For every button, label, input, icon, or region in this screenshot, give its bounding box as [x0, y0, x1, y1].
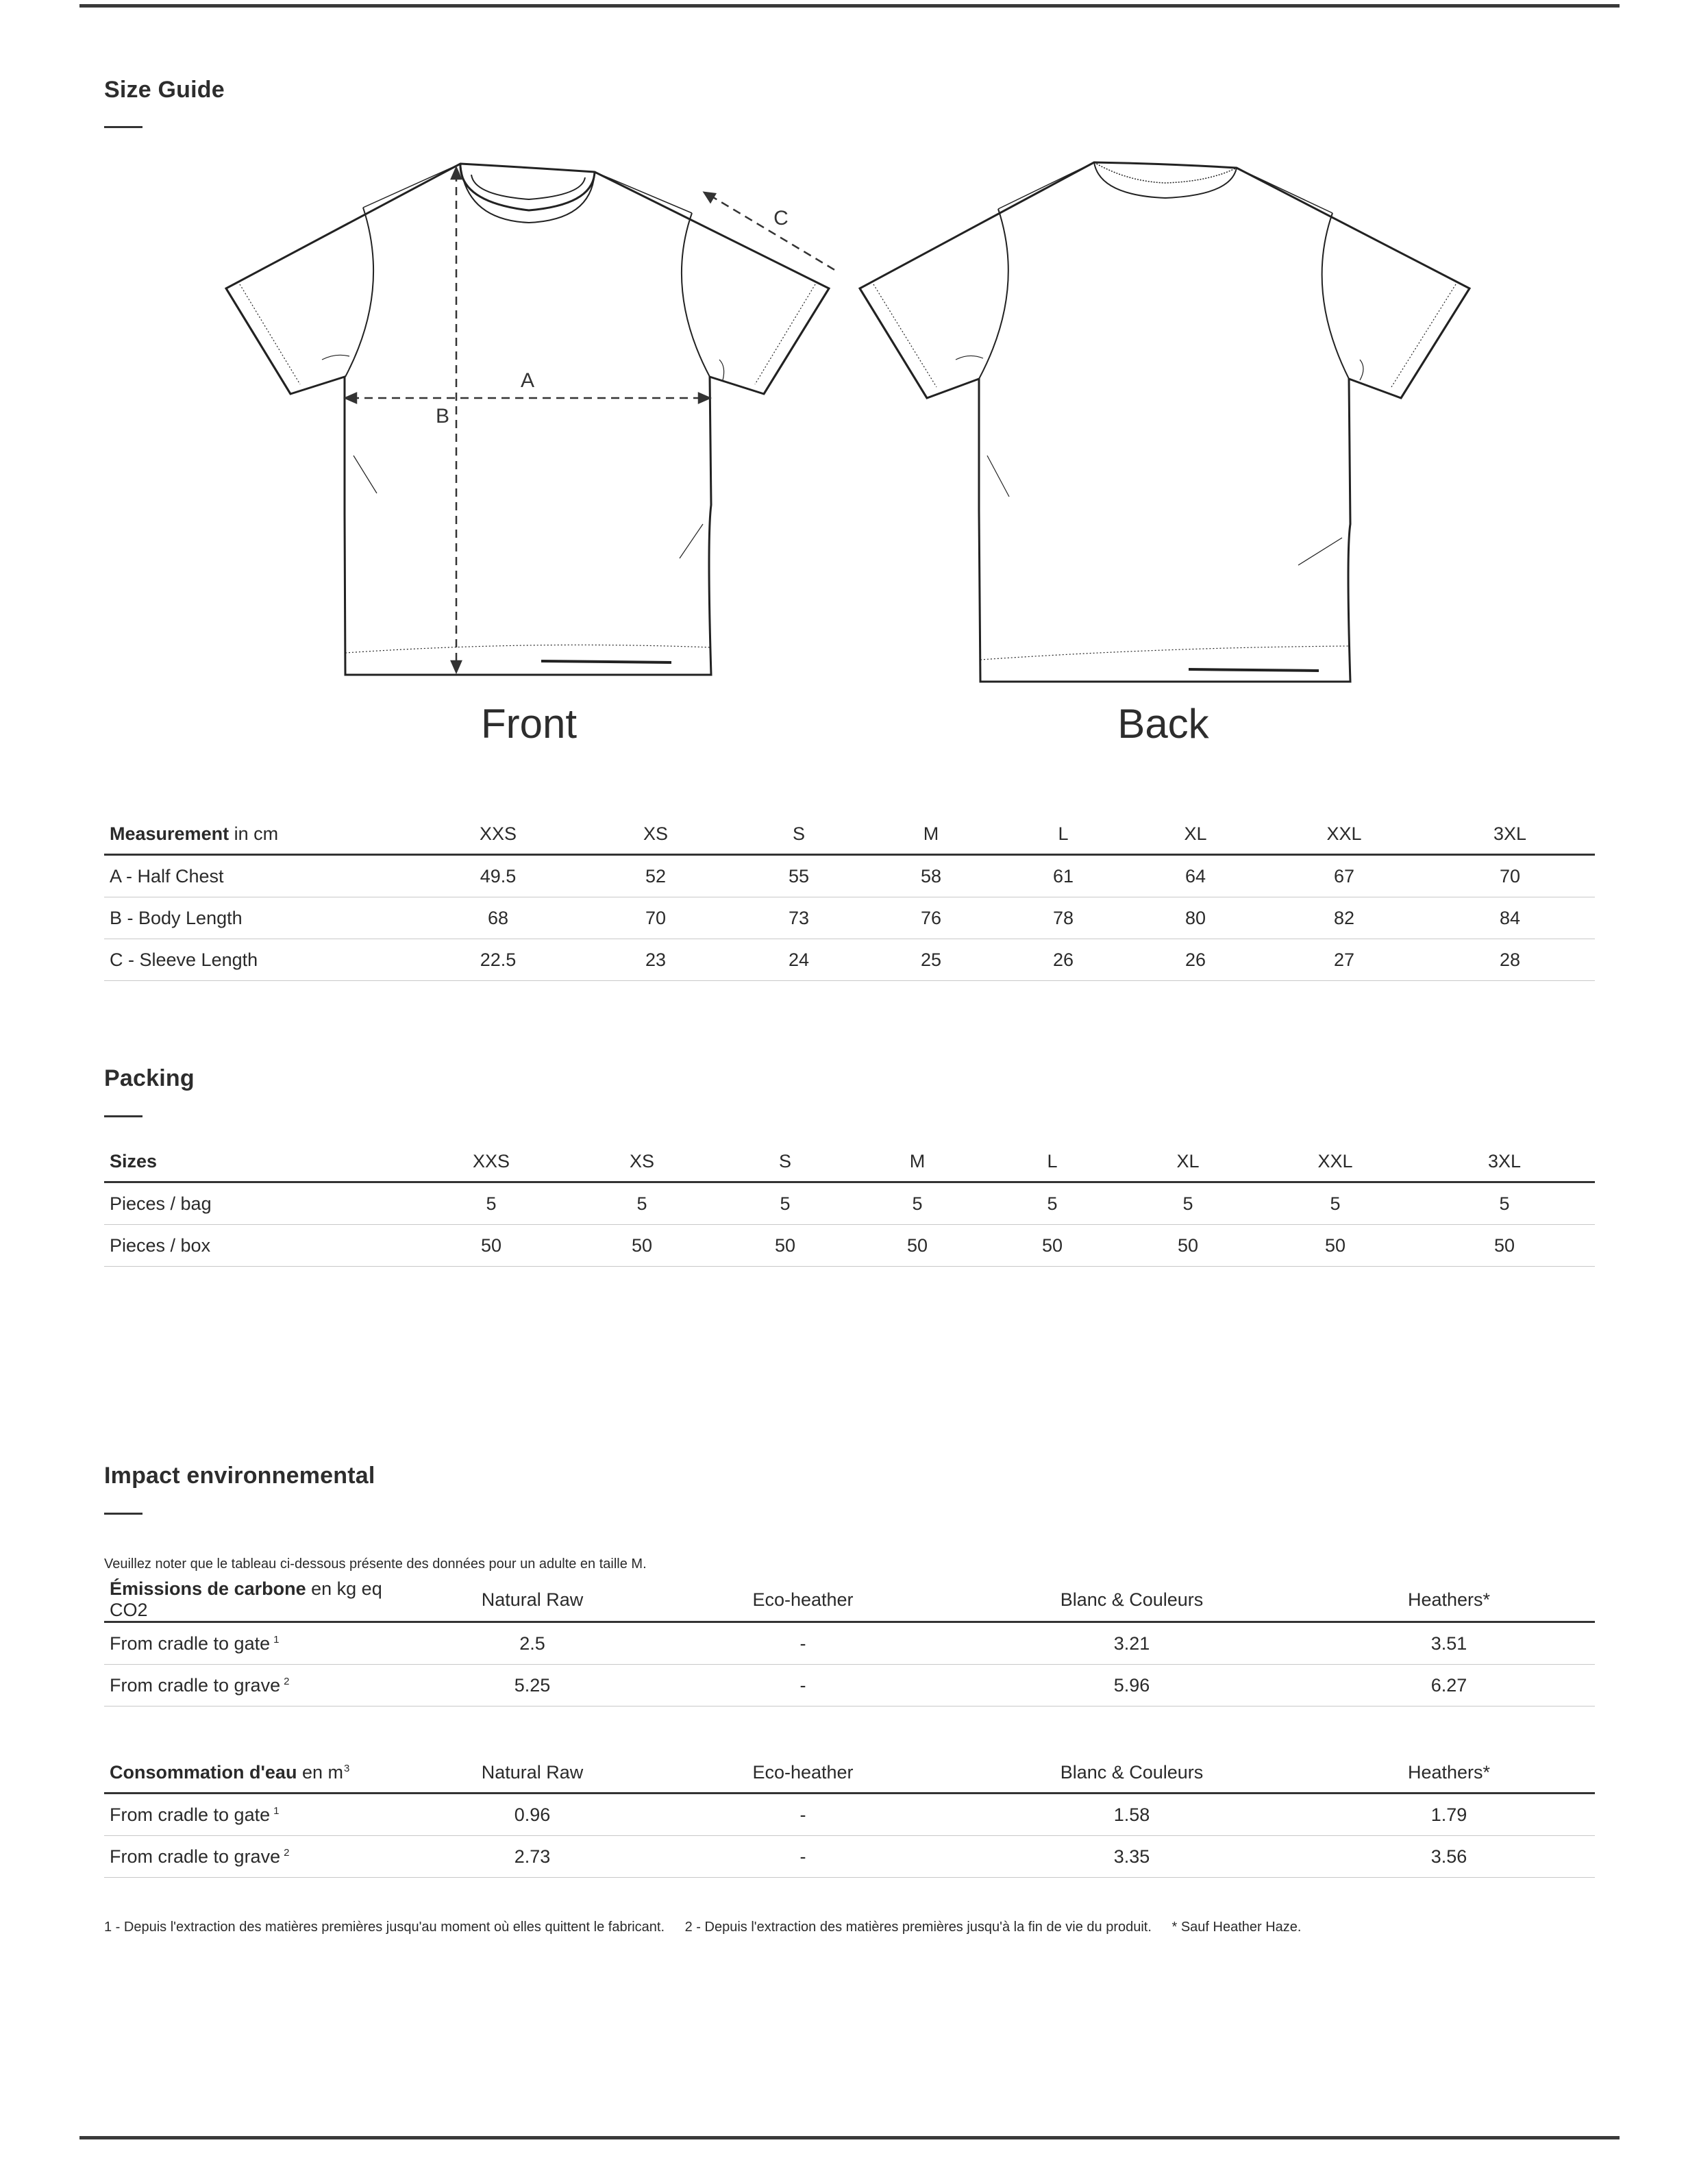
cell: 50: [721, 1225, 850, 1267]
cell: 25: [863, 939, 999, 981]
cell: 23: [577, 939, 734, 981]
cell: 28: [1425, 939, 1595, 981]
cell: 5.96: [960, 1665, 1303, 1707]
cell: 2.5: [419, 1622, 645, 1665]
impact-title: Impact environnemental: [104, 1463, 375, 1489]
cell: 1.58: [960, 1794, 1303, 1836]
cell: 78: [999, 897, 1128, 939]
cell: 5: [985, 1182, 1119, 1225]
size-col-header: S: [734, 814, 863, 855]
cell: 82: [1263, 897, 1425, 939]
table-row: [104, 1622, 1595, 1665]
row-label: Pieces / bag: [104, 1182, 419, 1225]
cell: 5: [850, 1182, 985, 1225]
cell: 3.51: [1303, 1622, 1595, 1665]
cell: 49.5: [419, 855, 577, 897]
row-label: From cradle to grave $^2$: [104, 1836, 419, 1878]
size-col-header: L: [999, 814, 1128, 855]
size-table-header-label: Measurement in cm: [104, 814, 419, 855]
cell: -: [645, 1665, 960, 1707]
carbon-table-header-label: Émissions de carbone en kg eq CO2: [104, 1578, 419, 1622]
cell: 3.35: [960, 1836, 1303, 1878]
material-col-header: Blanc & Couleurs: [960, 1578, 1303, 1622]
cell: 5: [419, 1182, 563, 1225]
footnote-1: 1 - Depuis l'extraction des matières premières jusqu'au moment où elles quittent le fabricant.: [104, 1920, 665, 1935]
cell: 3.56: [1303, 1836, 1595, 1878]
cell: -: [645, 1836, 960, 1878]
tshirt-back-illustration: [853, 154, 1476, 688]
cell: 80: [1128, 897, 1263, 939]
water-table-header: [104, 1752, 1595, 1794]
footnote-ref: 1: [273, 1804, 280, 1817]
size-col-header: XL: [1128, 814, 1263, 855]
cell: 50: [1414, 1225, 1595, 1267]
row-label: From cradle to grave $^2$: [104, 1665, 419, 1707]
row-label: From cradle to gate $^1$: [104, 1794, 419, 1836]
footnote-3: * Sauf Heather Haze.: [1171, 1920, 1302, 1935]
material-col-header: Natural Raw: [419, 1752, 645, 1794]
size-col-header: 3XL: [1414, 1141, 1595, 1182]
cell: 22.5: [419, 939, 577, 981]
cell: 70: [1425, 855, 1595, 897]
size-table-header: [104, 814, 1595, 855]
cell: 55: [734, 855, 863, 897]
cell: 68: [419, 897, 577, 939]
cell: 27: [1263, 939, 1425, 981]
packing-table: [104, 1141, 1595, 1267]
material-col-header: Natural Raw: [419, 1578, 645, 1622]
cell: -: [645, 1622, 960, 1665]
row-label: B - Body Length: [104, 897, 419, 939]
row-label: C - Sleeve Length: [104, 939, 419, 981]
packing-table-header-label: Sizes: [104, 1141, 419, 1182]
material-col-header: Blanc & Couleurs: [960, 1752, 1303, 1794]
water-table: [104, 1752, 1595, 1878]
cell: 5: [721, 1182, 850, 1225]
cell: 52: [577, 855, 734, 897]
cell: 67: [1263, 855, 1425, 897]
cell: 61: [999, 855, 1128, 897]
size-col-header: M: [863, 814, 999, 855]
section-dash: [104, 1115, 142, 1117]
footnote-ref: 2: [284, 1846, 290, 1859]
table-row: [104, 1836, 1595, 1878]
measure-c-letter: C: [773, 207, 789, 229]
cell: 84: [1425, 897, 1595, 939]
cell: 50: [1119, 1225, 1256, 1267]
tshirt-front-illustration: [219, 154, 836, 688]
table-row: [104, 1794, 1595, 1836]
size-guide-title: Size Guide: [104, 77, 225, 103]
packing-table-header: [104, 1141, 1595, 1182]
cell: 50: [563, 1225, 721, 1267]
cell: 70: [577, 897, 734, 939]
table-row: [104, 1665, 1595, 1707]
cell: 3.21: [960, 1622, 1303, 1665]
water-table-header-label: Consommation d'eau en $m^3$: [104, 1752, 419, 1794]
row-label: From cradle to gate $^1$: [104, 1622, 419, 1665]
size-col-header: M: [850, 1141, 985, 1182]
size-col-header: XXL: [1256, 1141, 1414, 1182]
cell: 6.27: [1303, 1665, 1595, 1707]
cell: 5: [563, 1182, 721, 1225]
cell: 50: [985, 1225, 1119, 1267]
cell: 5.25: [419, 1665, 645, 1707]
material-col-header: Heathers*: [1303, 1752, 1595, 1794]
table-row: [104, 855, 1595, 897]
row-label: A - Half Chest: [104, 855, 419, 897]
footnote-ref: 2: [284, 1675, 290, 1687]
bottom-rule: [79, 2136, 1620, 2139]
size-col-header: XXS: [419, 1141, 563, 1182]
footnote-ref: 1: [273, 1633, 280, 1646]
carbon-table: [104, 1578, 1595, 1707]
cell: 76: [863, 897, 999, 939]
size-col-header: XS: [563, 1141, 721, 1182]
front-label: Front: [480, 701, 578, 747]
footnotes: [104, 1920, 1317, 1935]
table-row: [104, 1225, 1595, 1267]
cell: 58: [863, 855, 999, 897]
footnote-2: 2 - Depuis l'extraction des matières premières jusqu'à la fin de vie du produit.: [684, 1920, 1152, 1935]
measure-b-letter: B: [435, 405, 450, 427]
cell: 5: [1119, 1182, 1256, 1225]
cell: 5: [1256, 1182, 1414, 1225]
cell: 1.79: [1303, 1794, 1595, 1836]
table-row: [104, 1182, 1595, 1225]
cell: 64: [1128, 855, 1263, 897]
cell: 50: [850, 1225, 985, 1267]
back-label: Back: [1117, 701, 1209, 747]
cell: 26: [999, 939, 1128, 981]
table-row: [104, 897, 1595, 939]
material-col-header: Eco-heather: [645, 1578, 960, 1622]
row-label: Pieces / box: [104, 1225, 419, 1267]
cell: 50: [419, 1225, 563, 1267]
table-row: [104, 939, 1595, 981]
top-rule: [79, 4, 1620, 8]
measure-a-letter: A: [520, 369, 535, 392]
section-dash: [104, 126, 142, 128]
cell: 0.96: [419, 1794, 645, 1836]
cell: 2.73: [419, 1836, 645, 1878]
cell: 5: [1414, 1182, 1595, 1225]
size-table: [104, 814, 1595, 981]
material-col-header: Heathers*: [1303, 1578, 1595, 1622]
cell: 24: [734, 939, 863, 981]
size-col-header: 3XL: [1425, 814, 1595, 855]
size-col-header: S: [721, 1141, 850, 1182]
size-col-header: XXL: [1263, 814, 1425, 855]
material-col-header: Eco-heather: [645, 1752, 960, 1794]
cell: 26: [1128, 939, 1263, 981]
cell: -: [645, 1794, 960, 1836]
carbon-table-header: [104, 1578, 1595, 1622]
section-dash: [104, 1513, 142, 1515]
size-col-header: XS: [577, 814, 734, 855]
size-col-header: L: [985, 1141, 1119, 1182]
size-col-header: XXS: [419, 814, 577, 855]
packing-title: Packing: [104, 1065, 195, 1091]
cell: 73: [734, 897, 863, 939]
cell: 50: [1256, 1225, 1414, 1267]
impact-note: Veuillez noter que le tableau ci-dessous présente des données pour un adulte en taille M.: [104, 1556, 647, 1572]
size-col-header: XL: [1119, 1141, 1256, 1182]
